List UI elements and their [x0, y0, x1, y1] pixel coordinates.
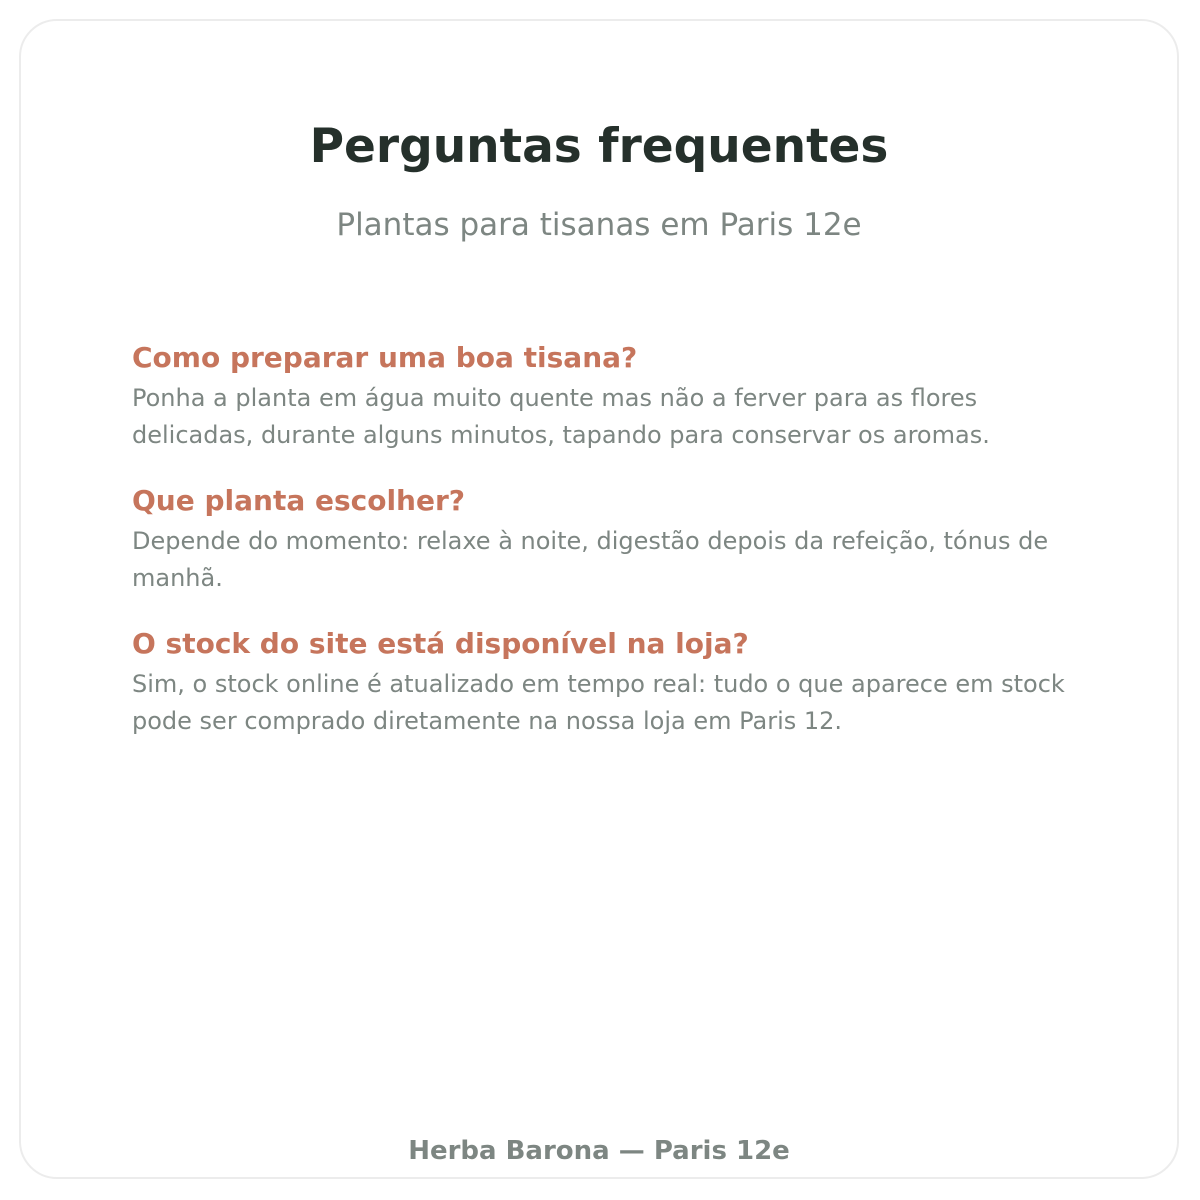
faq-card: [19, 19, 1179, 1179]
faq-answer: Depende do momento: relaxe à noite, digestão depois da refeição, tónus de manhã.: [132, 527, 1049, 592]
page-title: Perguntas frequentes: [309, 119, 889, 174]
faq-question: O stock do site está disponível na loja?: [132, 627, 749, 660]
faq-list: [132, 339, 1092, 768]
faq-item: [132, 339, 1092, 454]
page-subtitle: Plantas para tisanas em Paris 12e: [336, 207, 862, 243]
footer-text: Herba Barona — Paris 12e: [408, 1136, 790, 1166]
faq-item: [132, 482, 1092, 597]
faq-answer: Sim, o stock online é atualizado em tempo real: tudo o que aparece em stock pode ser comprado diretamente na nossa loja em Paris 12.: [132, 670, 1065, 735]
faq-item: [132, 625, 1092, 740]
faq-question: Que planta escolher?: [132, 484, 466, 517]
faq-question: Como preparar uma boa tisana?: [132, 341, 638, 374]
faq-answer: Ponha a planta em água muito quente mas não a ferver para as flores delicadas, durante alguns minutos, tapando para conservar os aromas.: [132, 384, 990, 449]
